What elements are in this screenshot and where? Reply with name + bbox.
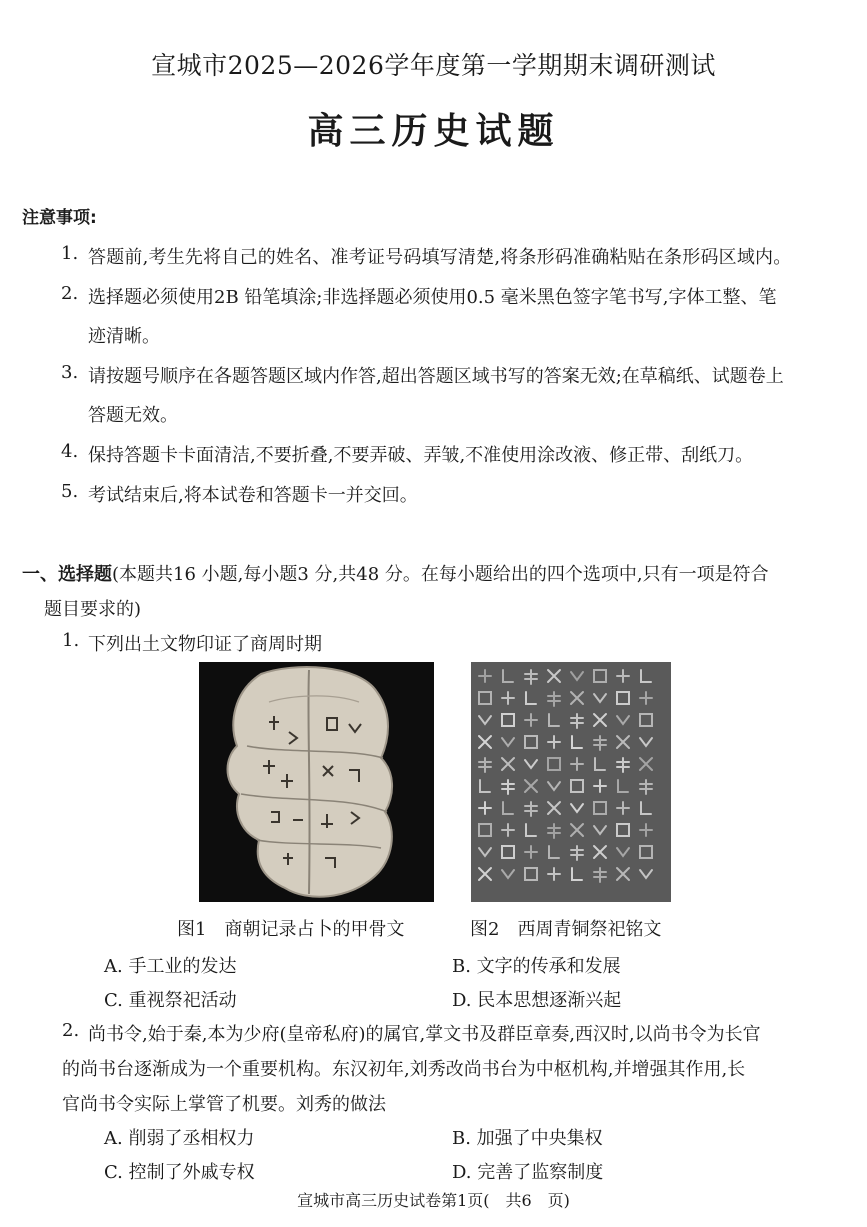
notice-item-4-num: 4. (61, 441, 79, 462)
q2-option-c: C. 控制了外戚专权 (104, 1162, 255, 1183)
q1-option-d: D. 民本思想逐渐兴起 (452, 990, 622, 1011)
notice-item-5-num: 5. (61, 481, 79, 502)
q2-number: 2. (62, 1020, 80, 1041)
section-description: (本题共16 小题,每小题3 分,共48 分。在每小题给出的四个选项中,只有一项是符合 (112, 564, 769, 585)
figure-2-caption: 图2 西周青铜祭祀铭文 (470, 919, 662, 940)
exam-title: 高三历史试题 (307, 111, 560, 152)
q1-option-c: C. 重视祭祀活动 (104, 990, 237, 1011)
notice-item-1-text: 答题前,考生先将自己的姓名、准考证号码填写清楚,将条形码准确粘贴在条形码区域内。 (88, 247, 792, 268)
notice-item-3-text: 请按题号顺序在各题答题区域内作答,超出答题区域书写的答案无效;在草稿纸、试题卷上 (88, 366, 784, 387)
notice-item-1-num: 1. (61, 243, 79, 264)
section-heading (22, 560, 769, 586)
oracle-bone-image (199, 662, 434, 902)
q2-stem-line-3: 官尚书令实际上掌管了机要。刘秀的做法 (62, 1094, 386, 1115)
notice-item-5-text: 考试结束后,将本试卷和答题卡一并交回。 (88, 485, 418, 506)
notice-item-3-text-cont: 答题无效。 (88, 405, 178, 426)
section-label: 一、选择题 (22, 564, 112, 585)
q2-option-b: B. 加强了中央集权 (452, 1128, 603, 1149)
page-footer: 宣城市高三历史试卷第1页( 共6 页) (297, 1191, 570, 1210)
notice-item-4-text: 保持答题卡卡面清洁,不要折叠,不要弄破、弄皱,不准使用涂改液、修正带、刮纸刀。 (88, 445, 754, 466)
notice-item-2-text-cont: 迹清晰。 (88, 326, 160, 347)
figure-1-caption: 图1 商朝记录占卜的甲骨文 (177, 919, 405, 940)
q2-stem-line-1: 尚书令,始于秦,本为少府(皇帝私府)的属官,掌文书及群臣章奏,西汉时,以尚书令为长官 (88, 1024, 761, 1045)
bronze-inscription-drawing (471, 662, 671, 902)
oracle-bone-drawing (199, 662, 434, 902)
q1-stem: 下列出土文物印证了商周时期 (88, 634, 322, 655)
notice-heading: 注意事项: (22, 208, 97, 228)
bronze-inscription-image (471, 662, 671, 902)
notice-item-2-text: 选择题必须使用2B 铅笔填涂;非选择题必须使用0.5 毫米黑色签字笔书写,字体工整、笔 (88, 287, 777, 308)
notice-item-3-num: 3. (61, 362, 79, 383)
notice-item-2-num: 2. (61, 283, 79, 304)
q1-option-b: B. 文字的传承和发展 (452, 956, 621, 977)
q1-number: 1. (62, 630, 80, 651)
q2-stem-line-2: 的尚书台逐渐成为一个重要机构。东汉初年,刘秀改尚书台为中枢机构,并增强其作用,长 (62, 1059, 746, 1080)
q2-option-d: D. 完善了监察制度 (452, 1162, 604, 1183)
q2-option-a: A. 削弱了丞相权力 (104, 1128, 255, 1149)
exam-header: 宣城市2025—2026学年度第一学期期末调研测试 (151, 51, 716, 80)
section-description-cont: 题目要求的) (44, 599, 142, 620)
q1-option-a: A. 手工业的发达 (104, 956, 237, 977)
